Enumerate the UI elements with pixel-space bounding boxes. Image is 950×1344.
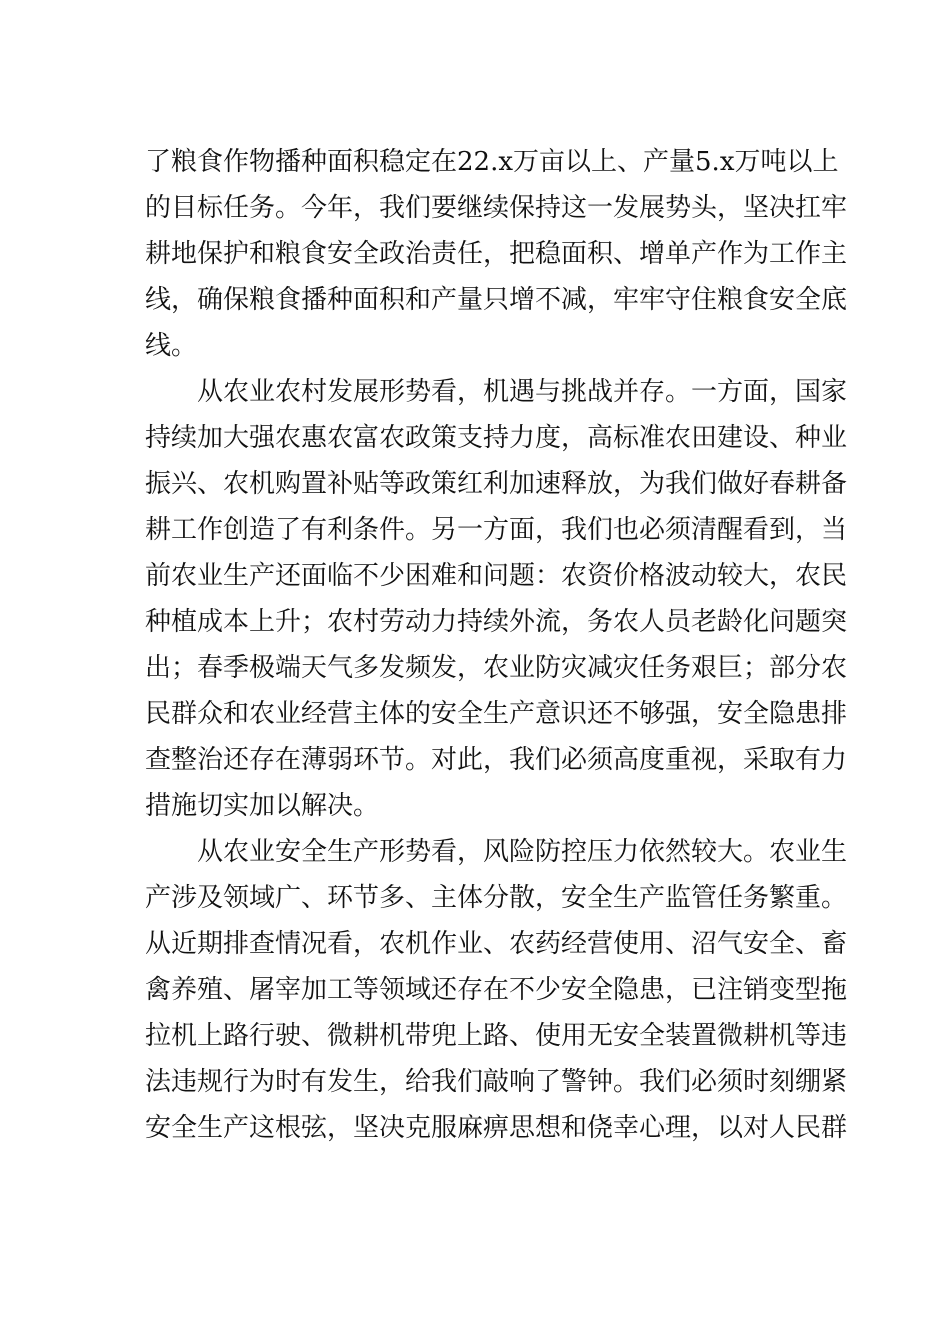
text-line: 种植成本上升；农村劳动力持续外流，务农人员老龄化问题突 — [145, 607, 848, 637]
text-line: 安全生产这根弦，坚决克服麻痹思想和侥幸心理，以对人民群 — [145, 1113, 848, 1143]
text-line: 持续加大强农惠农富农政策支持力度，高标准农田建设、种业 — [145, 423, 848, 453]
text-line: 法违规行为时有发生，给我们敲响了警钟。我们必须时刻绷紧 — [145, 1067, 848, 1097]
paragraph-development-situation — [145, 369, 848, 829]
text-line: 了粮食作物播种面积稳定在22.x万亩以上、产量5.x万吨以上 — [145, 147, 839, 177]
paragraph-grain-targets — [145, 139, 848, 369]
text-line: 从近期排查情况看，农机作业、农药经营使用、沼气安全、畜 — [145, 929, 848, 959]
text-line: 从农业安全生产形势看，风险防控压力依然较大。农业生 — [197, 837, 848, 867]
text-line: 产涉及领域广、环节多、主体分散，安全生产监管任务繁重。 — [145, 883, 848, 913]
body-text — [145, 139, 848, 1151]
text-line: 线。 — [145, 331, 198, 361]
text-line: 出；春季极端天气多发频发，农业防灾减灾任务艰巨；部分农 — [145, 653, 848, 683]
text-line: 耕工作创造了有利条件。另一方面，我们也必须清醒看到，当 — [145, 515, 848, 545]
text-line: 线，确保粮食播种面积和产量只增不减，牢牢守住粮食安全底 — [145, 285, 848, 315]
text-line: 从农业农村发展形势看，机遇与挑战并存。一方面，国家 — [197, 377, 848, 407]
text-line: 振兴、农机购置补贴等政策红利加速释放，为我们做好春耕备 — [145, 469, 848, 499]
text-line: 禽养殖、屠宰加工等领域还存在不少安全隐患，已注销变型拖 — [145, 975, 848, 1005]
text-line: 拉机上路行驶、微耕机带兜上路、使用无安全装置微耕机等违 — [145, 1021, 848, 1051]
text-line: 措施切实加以解决。 — [145, 791, 380, 821]
text-line: 民群众和农业经营主体的安全生产意识还不够强，安全隐患排 — [145, 699, 848, 729]
text-line: 耕地保护和粮食安全政治责任，把稳面积、增单产作为工作主 — [145, 239, 848, 269]
text-line: 查整治还存在薄弱环节。对此，我们必须高度重视，采取有力 — [145, 745, 848, 775]
text-line: 前农业生产还面临不少困难和问题：农资价格波动较大，农民 — [145, 561, 848, 591]
paragraph-safety-situation — [145, 829, 848, 1151]
text-line: 的目标任务。今年，我们要继续保持这一发展势头，坚决扛牢 — [145, 193, 848, 223]
